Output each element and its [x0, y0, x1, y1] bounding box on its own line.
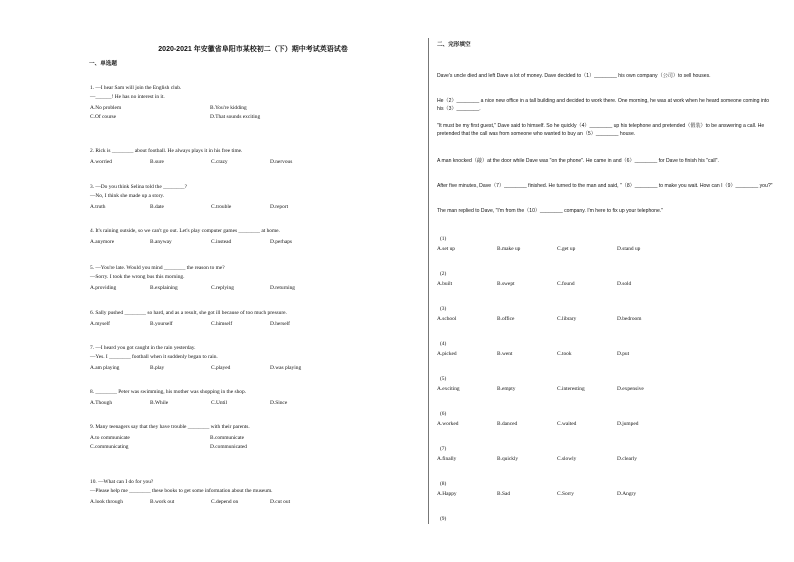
cloze-3-option-C[interactable]: C.library [557, 316, 577, 322]
cloze-7-option-A[interactable]: A.finally [437, 456, 457, 462]
left-column [88, 44, 418, 54]
cloze-1-option-C[interactable]: C.get up [557, 246, 576, 252]
question-10-option-C[interactable]: C.depend on [211, 499, 239, 505]
cloze-3-options-row [0, 316, 794, 324]
cloze-6-option-C[interactable]: C.waited [557, 421, 577, 427]
question-1-options-row [90, 105, 390, 113]
cloze-7-option-B[interactable]: B.quickly [497, 456, 519, 462]
cloze-4-options-row [0, 351, 794, 359]
question-1-line-1: 1. —I hear Sam will join the English club. [90, 85, 182, 91]
cloze-3-option-D[interactable]: D.bedroom [617, 316, 642, 322]
question-2-option-A[interactable]: A.worried [90, 159, 113, 165]
question-6-option-C[interactable]: C.himself [211, 321, 233, 327]
cloze-1-option-A[interactable]: A.set up [437, 246, 455, 252]
question-1-line-2: —______! He has no interest in it. [90, 94, 165, 100]
question-5-option-D[interactable]: D.returning [270, 285, 296, 291]
question-2-option-B[interactable]: B.sure [150, 159, 164, 165]
cloze-number-6: (6) [440, 411, 447, 417]
question-2-options-row [90, 159, 390, 167]
passage-paragraph-3: "It must be my first guest," Dave said to himself. So he quickly（4）________ up his telephone and pretended（假装）to be answering a call. He pretended that the call was from someone who wanted to buy an（5）________ house. [437, 123, 765, 138]
question-7-option-C[interactable]: C.played [211, 365, 231, 371]
cloze-2-option-C[interactable]: C.found [557, 281, 575, 287]
cloze-number-3: (3) [440, 306, 447, 312]
cloze-3-option-A[interactable]: A.school [437, 316, 457, 322]
cloze-5-option-C[interactable]: C.interesting [557, 386, 585, 392]
question-1-options-row [90, 114, 390, 122]
question-8-options-row [90, 400, 390, 408]
section-single-choice-heading: 一、单选题 [89, 61, 117, 67]
question-10-options-row [90, 499, 390, 507]
cloze-5-option-B[interactable]: B.empty [497, 386, 516, 392]
cloze-6-option-B[interactable]: B.danced [497, 421, 518, 427]
question-5-line-2: —Sorry. I took the wrong bus this morning. [90, 274, 185, 280]
cloze-1-option-D[interactable]: D.stand up [617, 246, 641, 252]
question-7-option-A[interactable]: A.am playing [90, 365, 120, 371]
question-9-options-row [90, 435, 390, 443]
question-1-option-D[interactable]: D.That sounds exciting [210, 114, 261, 120]
cloze-6-options-row [0, 421, 794, 429]
cloze-1-option-B[interactable]: B.make up [497, 246, 521, 252]
question-10-option-D[interactable]: D.cut out [270, 499, 291, 505]
cloze-4-option-B[interactable]: B.went [497, 351, 513, 357]
question-4-option-A[interactable]: A.anymore [90, 239, 115, 245]
question-3-options-row [90, 204, 390, 212]
cloze-number-9: (9) [440, 516, 447, 522]
question-3-option-D[interactable]: D.report [270, 204, 289, 210]
cloze-4-option-C[interactable]: C.took [557, 351, 572, 357]
cloze-number-2: (2) [440, 271, 447, 277]
question-7-options-row [90, 365, 390, 373]
question-4-option-D[interactable]: D.perhaps [270, 239, 293, 245]
question-5-option-A[interactable]: A.providing [90, 285, 117, 291]
question-10-line-1: 10. —What can I do for you? [90, 479, 154, 485]
passage-paragraph-5: After five minutes, Dave（7）________ finished. He turned to the man and said, "（8）________ to make you wait. How can I（9）________ you?" [437, 183, 773, 189]
question-1-option-A[interactable]: A.No problem [90, 105, 122, 111]
question-6-line-1: 6. Sally pushed ________ so hard, and as a result, she got ill because of too much pressure. [90, 310, 287, 316]
cloze-2-option-A[interactable]: A.built [437, 281, 453, 287]
question-7-option-D[interactable]: D.was playing [270, 365, 302, 371]
cloze-8-options-row [0, 491, 794, 499]
exam-title: 2020-2021 年安徽省阜阳市某校初二（下）期中考试英语试卷 [158, 46, 348, 53]
question-4-option-B[interactable]: B.anyway [150, 239, 172, 245]
question-6-option-A[interactable]: A.myself [90, 321, 110, 327]
cloze-8-option-D[interactable]: D.Angry [617, 491, 637, 497]
question-3-option-C[interactable]: C.trouble [211, 204, 232, 210]
question-2-line-1: 2. Rick is ________ about football. He always plays it in his free time. [90, 148, 243, 154]
cloze-2-option-B[interactable]: B.swept [497, 281, 515, 287]
cloze-number-8: (8) [440, 481, 447, 487]
section-cloze-heading: 二、完形填空 [437, 42, 471, 48]
question-2-option-C[interactable]: C.crazy [211, 159, 228, 165]
cloze-6-option-A[interactable]: A.worked [437, 421, 459, 427]
cloze-8-option-B[interactable]: B.Sad [497, 491, 511, 497]
question-3-option-A[interactable]: A.truth [90, 204, 106, 210]
question-8-option-D[interactable]: D.Since [270, 400, 288, 406]
question-6-option-B[interactable]: B.yourself [150, 321, 173, 327]
question-3-option-B[interactable]: B.date [150, 204, 164, 210]
cloze-7-option-D[interactable]: D.clearly [617, 456, 637, 462]
question-9-option-C[interactable]: C.communicating [90, 444, 129, 450]
question-5-option-C[interactable]: C.replying [211, 285, 234, 291]
question-7-line-2: —Yes. I ________ football when it suddenly began to rain. [90, 354, 218, 360]
question-4-option-C[interactable]: C.instead [211, 239, 232, 245]
cloze-6-option-D[interactable]: D.jumped [617, 421, 639, 427]
passage-paragraph-6: The man replied to Dave, "I'm from the（10）________ company. I'm here to fix up your telephone." [437, 208, 664, 214]
cloze-5-option-A[interactable]: A.exciting [437, 386, 460, 392]
cloze-8-option-C[interactable]: C.Sorry [557, 491, 574, 497]
cloze-4-option-A[interactable]: A.picked [437, 351, 457, 357]
cloze-number-5: (5) [440, 376, 447, 382]
cloze-2-option-D[interactable]: D.sold [617, 281, 632, 287]
cloze-3-option-B[interactable]: B.office [497, 316, 515, 322]
question-8-option-C[interactable]: C.Until [211, 400, 228, 406]
question-6-option-D[interactable]: D.herself [270, 321, 290, 327]
question-8-line-1: 8. ________ Peter was swimming, his mother was shopping in the shop. [90, 389, 247, 395]
question-5-line-1: 5. —You're late. Would you mind ________ the reason to me? [90, 265, 225, 271]
question-9-line-1: 9. Many teenagers say that they have trouble ________ with their parents. [90, 424, 250, 430]
cloze-5-options-row [0, 386, 794, 394]
question-8-option-B[interactable]: B.While [150, 400, 169, 406]
cloze-4-option-D[interactable]: D.put [617, 351, 630, 357]
cloze-number-1: (1) [440, 236, 447, 242]
question-9-option-D[interactable]: D.communicated [210, 444, 247, 450]
cloze-5-option-D[interactable]: D.expensive [617, 386, 644, 392]
question-3-line-1: 3. —Do you think Selina told the ________? [90, 184, 188, 190]
cloze-number-4: (4) [440, 341, 447, 347]
question-10-option-B[interactable]: B.work out [150, 499, 175, 505]
question-10-line-2: —Please help me ________ these books to get some information about the museum. [90, 488, 273, 494]
question-9-option-A[interactable]: A.to communicate [90, 435, 130, 441]
passage-paragraph-2: He（2）________ a nice new office in a tall building and decided to work there. One morning, he was at work when he heard someone coming into his（3）________. [437, 98, 770, 113]
passage-paragraph-4: A man knocked（敲）at the door while Dave was "on the phone". He came in and（6）________ for Dave to finish his "call". [437, 158, 719, 164]
question-7-line-1: 7. —I heard you got caught in the rain yesterday. [90, 345, 196, 351]
cloze-2-options-row [0, 281, 794, 289]
question-3-line-2: —No, I think she made up a story. [90, 193, 165, 199]
question-4-line-1: 4. It's raining outside, so we can't go out. Let's play computer games ________ at home. [90, 228, 280, 234]
cloze-7-options-row [0, 456, 794, 464]
question-10-option-A[interactable]: A.look through [90, 499, 123, 505]
cloze-number-7: (7) [440, 446, 447, 452]
question-1-option-C[interactable]: C.Of course [90, 114, 117, 120]
question-8-option-A[interactable]: A.Though [90, 400, 113, 406]
cloze-7-option-C[interactable]: C.slowly [557, 456, 577, 462]
question-5-option-B[interactable]: B.explaining [150, 285, 178, 291]
cloze-1-options-row [0, 246, 794, 254]
question-9-options-row [90, 444, 390, 452]
passage-paragraph-1: Dave's uncle died and left Dave a lot of money. Dave decided to（1）________ his own company（公司）to sell houses. [437, 73, 711, 79]
question-7-option-B[interactable]: B.play [150, 365, 165, 371]
question-2-option-D[interactable]: D.nervous [270, 159, 293, 165]
cloze-8-option-A[interactable]: A.Happy [437, 491, 457, 497]
question-9-option-B[interactable]: B.communicate [210, 435, 244, 441]
question-1-option-B[interactable]: B.You're kidding [210, 105, 247, 111]
